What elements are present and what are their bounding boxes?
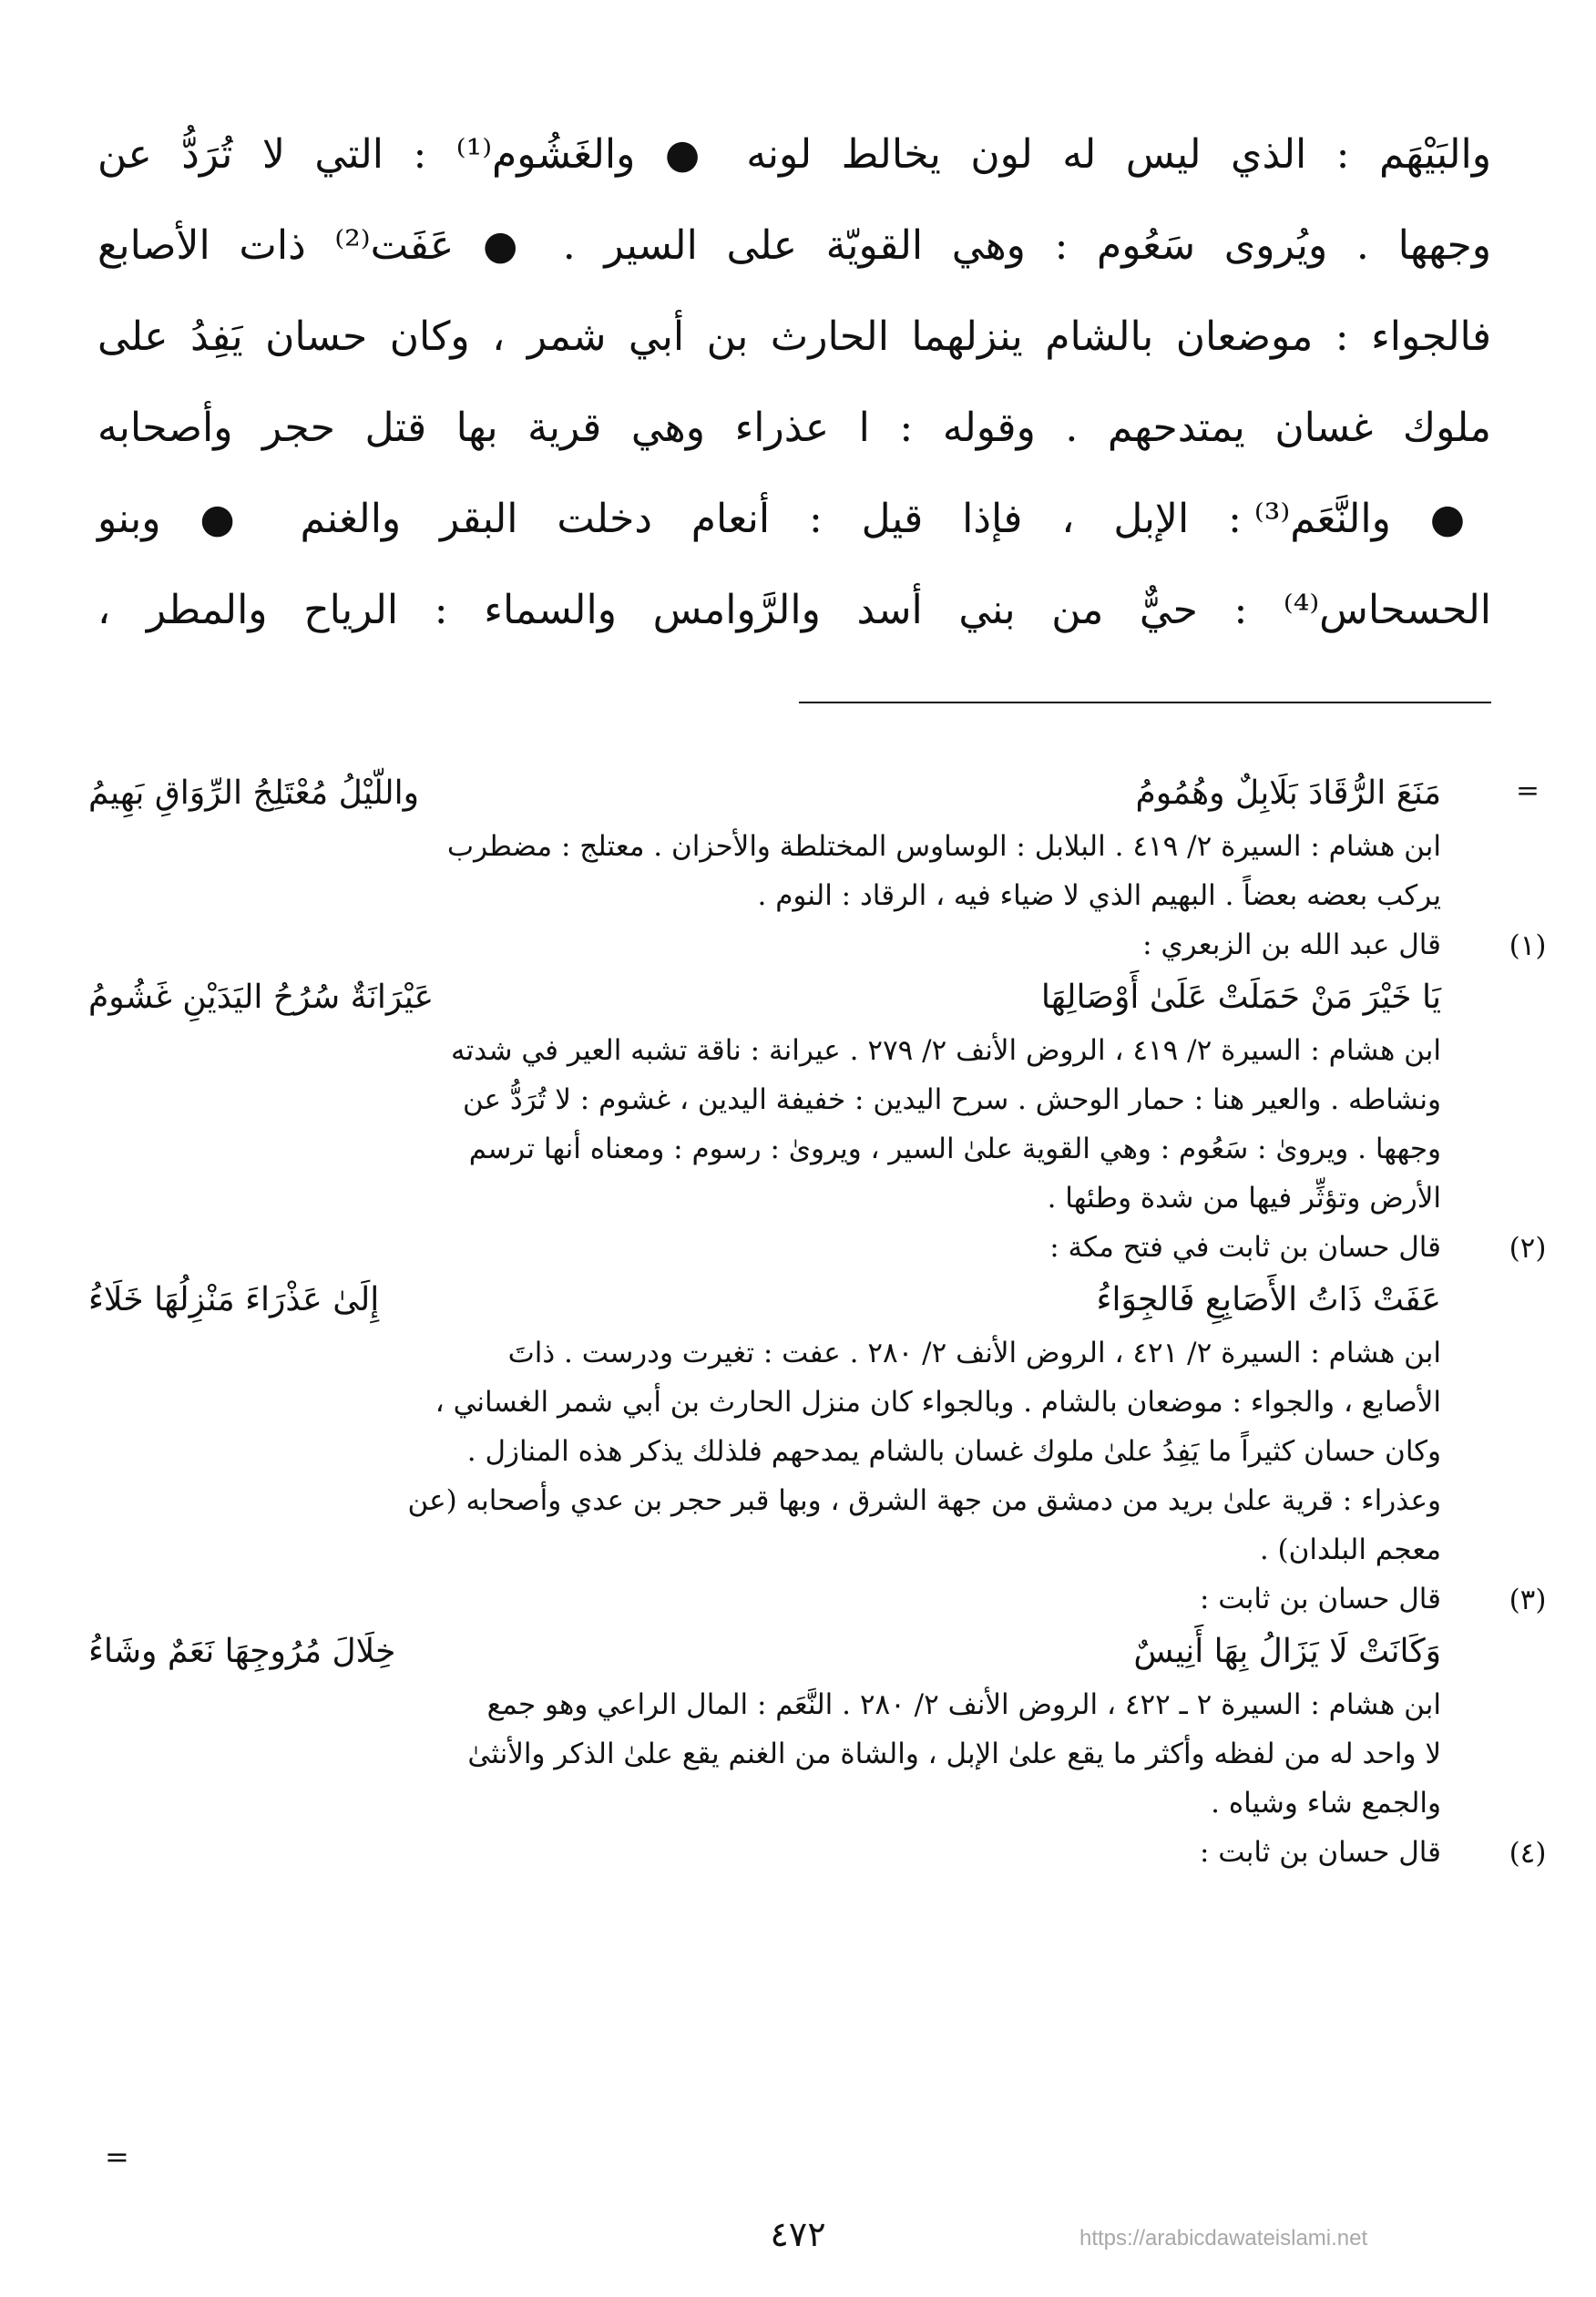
footnote-marker: (٤) [1509,1837,1547,1870]
footnote-line: وجهها . ويروىٰ : سَعُوم : وهي القوية علىٰ السير ، ويروىٰ : رسوم : ومعناه أنها ترسم [468,1133,1441,1165]
footnote-line: ابن هشام : السيرة ٢/ ٤٢١ ، الروض الأنف ٢/ ٢٨٠ . عفت : تغيرت ودرست . ذاتَ [507,1337,1441,1369]
main-text-line: فالجواء : موضعان بالشام ينزلهما الحارث بن أبي شمر ، وكان حسان يَفِدُ على [97,313,1491,360]
main-text-line: الحسحاس⁽⁴⁾ : حيٌّ من بني أسد والرَّوامس والسماء : الرياح والمطر ، [97,587,1491,633]
page-number: ٤٧٢ [770,2214,826,2254]
footnote-intro: قال حسان بن ثابت في فتح مكة : [1049,1231,1441,1264]
footnote-line: ابن هشام : السيرة ٢/ ٤١٩ ، الروض الأنف ٢/ ٢٧٩ . عيرانة : ناقة تشبه العير في شدته [451,1034,1441,1067]
footnote-3 [79,1574,1547,1828]
footnote-line: ابن هشام : السيرة ٢ ـ ٤٢٢ ، الروض الأنف ٢/ ٢٨٠ . النَّعَم : المال الراعي وهو جمع [486,1688,1441,1721]
footnote-4 [79,1828,1547,1877]
verse [79,1624,1505,1680]
verse [79,765,1505,822]
verse-hemistich-second: إِلَىٰ عَذْرَاءَ مَنْزِلُهَا خَلَاءُ [88,1281,380,1318]
verse [79,969,1505,1026]
footnote-line: معجم البلدان) . [1259,1533,1441,1566]
footnote-line: الأصابع ، والجواء : موضعان بالشام . وبالجواء كان منزل الحارث بن أبي شمر الغساني ، [435,1386,1441,1419]
footnote-marker: (٣) [1509,1584,1547,1616]
verse-hemistich-second: خِلَالَ مُرُوجِهَا نَعَمٌ وشَاءُ [88,1633,396,1670]
footnote-continuation [79,765,1540,920]
footnote-separator [799,702,1491,703]
verse [79,1272,1505,1328]
verse-hemistich-second: واللّيْلُ مُعْتَلِجُ الرِّوَاقِ بَهِيمُ [88,774,419,812]
footnotes [79,765,1547,1877]
footnote-2 [79,1223,1547,1574]
verse-hemistich-first: مَنَعَ الرُّقَادَ بَلَابِلٌ وهُمُومُ [1135,774,1441,812]
footnote-line: وعذراء : قرية علىٰ بريد من دمشق من جهة الشرق ، وبها قبر حجر بن عدي وأصحابه (عن [407,1484,1441,1517]
footnote-continuation-marker: = [1516,774,1540,807]
main-text-line: ملوك غسان يمتدحهم . وقوله : ا عذراء وهي قرية بها قتل حجر وأصحابه [97,405,1491,451]
footnote-marker: (٢) [1509,1232,1547,1265]
watermark-url: https://arabicdawateislami.net [1079,2226,1368,2251]
main-text-line: والبَيْهَم : الذي ليس له لون يخالط لونه ● والغَشُوم⁽¹⁾ : التي لا تُرَدُّ عن [97,131,1491,178]
verse-hemistich-first: عَفَتْ ذَاتُ الأَصَابِعِ فَالجِوَاءُ [1096,1281,1441,1318]
footnote-line: يركب بعضه بعضاً . البهيم الذي لا ضياء فيه ، الرقاد : النوم . [757,879,1441,912]
main-text-line: وجهها . ويُروى سَعُوم : وهي القويّة على السير . ● عَفَت⁽²⁾ ذات الأصابع [97,222,1491,269]
footnote-line: وكان حسان كثيراً ما يَفِدُ علىٰ ملوك غسان بالشام يمدحهم فلذلك يذكر هذه المنازل . [466,1435,1441,1468]
footnote-line: ونشاطه . والعير هنا : حمار الوحش . سرح اليدين : خفيفة اليدين ، غشوم : لا تُرَدُّ عن [462,1083,1441,1116]
main-text [97,109,1491,656]
footnote-line: لا واحد له من لفظه وأكثر ما يقع علىٰ الإبل ، والشاة من الغنم يقع علىٰ الذكر والأنثىٰ [467,1738,1441,1770]
footnote-intro: قال عبد الله بن الزبعري : [1142,928,1441,961]
footnote-continues-marker: = [105,2139,129,2174]
footnote-line: والجمع شاء وشياه . [1211,1787,1441,1820]
main-text-line: ● والنَّعَم⁽³⁾ : الإبل ، فإذا قيل : أنعام دخلت البقر والغنم ● وبنو [97,496,1492,542]
verse-hemistich-first: وَكَانَتْ لَا يَزَالُ بِهَا أَنِيسٌ [1133,1633,1441,1670]
footnote-intro: قال حسان بن ثابت : [1199,1583,1441,1615]
verse-hemistich-second: عَيْرَانَةٌ سُرُحُ اليَدَيْنِ غَشُومُ [88,979,435,1016]
footnote-1 [79,920,1547,1223]
footnote-marker: (١) [1509,929,1547,962]
footnote-line: الأرض وتؤثِّر فيها من شدة وطئها . [1047,1182,1441,1215]
verse-hemistich-first: يَا خَيْرَ مَنْ حَمَلَتْ عَلَىٰ أَوْصَالِهَا [1040,979,1441,1016]
footnote-intro: قال حسان بن ثابت : [1199,1836,1441,1869]
footnote-line: ابن هشام : السيرة ٢/ ٤١٩ . البلابل : الوساوس المختلطة والأحزان . معتلج : مضطرب [446,830,1441,863]
